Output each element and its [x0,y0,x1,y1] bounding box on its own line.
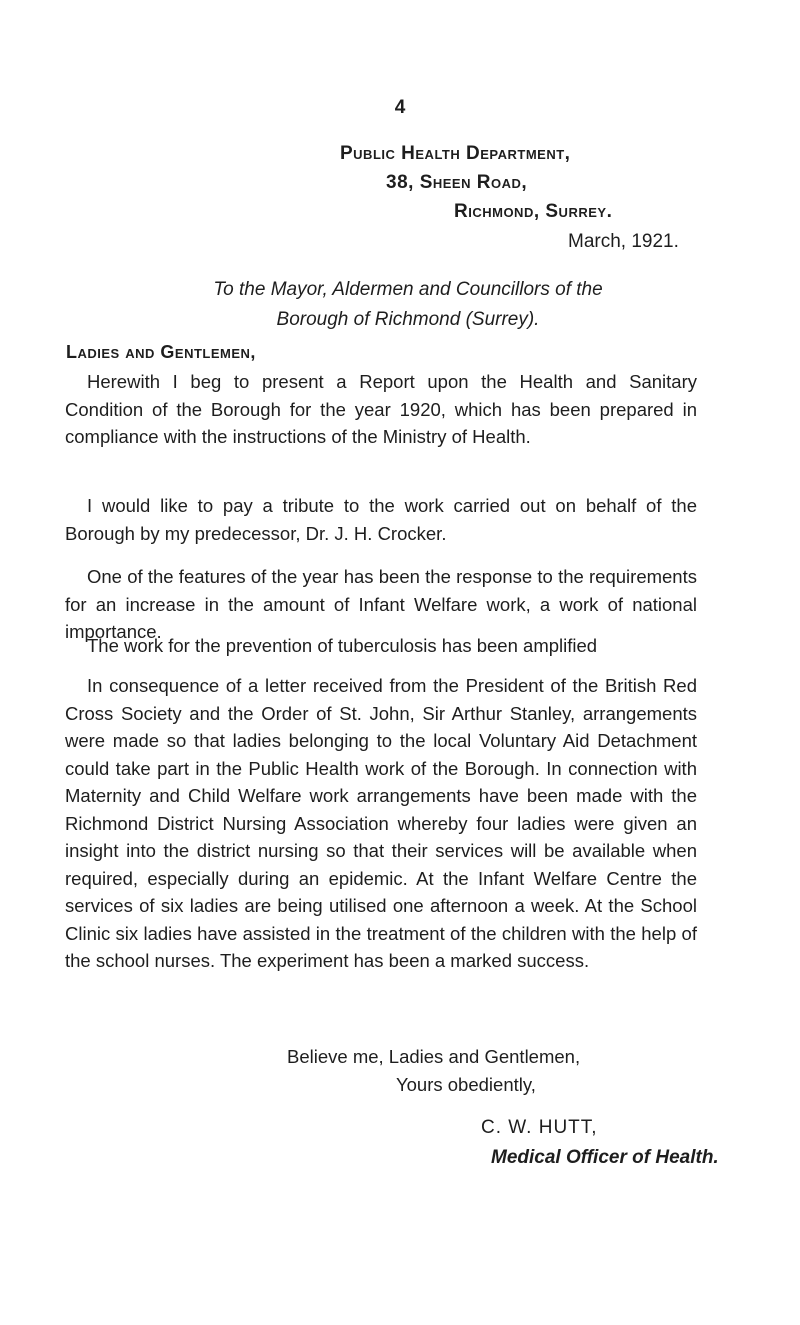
signature-name: C. W. HUTT, [481,1117,598,1138]
address-line-1: Public Health Department, [340,143,571,164]
paragraph-red-cross: In consequence of a letter received from the President of the British Red Cross Society and the Order of St. John, Sir Arthur Stanley, arrangements were made so that ladies belonging to the local Voluntary Aid Detachment could take part in the Public Health work of the Borough. In connection with Maternity and Child Welfare work arrangements have been made with the Richmond District Nursing Association whereby four ladies were given an insight into the district nursing so that their services will be available when required, especially during an epidemic. At the Infant Welfare Centre the services of six ladies are being utilised one afternoon a week. At the School Clinic six ladies have assisted in the treatment of the children with the help of the school nurses. The experiment has been a marked success. [65,675,697,971]
paragraph-tuberculosis: The work for the prevention of tuberculosis has been amplified [87,635,598,656]
paragraph-report-intro: Herewith I beg to present a Report upon the Health and Sanitary Condition of the Borough for the year 1920, which has been prepared in compliance with the instructions of the Ministry of Health. [65,371,697,447]
address-line-2: 38, Sheen Road, [386,172,528,193]
closing-line-2: Yours obediently, [396,1074,536,1095]
addressee-line-2: Borough of Richmond (Surrey). [276,309,540,330]
addressee-line-1: To the Mayor, Aldermen and Councillors of the [213,279,603,300]
signature-title: Medical Officer of Health. [491,1147,719,1168]
salutation: Ladies and Gentlemen, [66,342,256,362]
address-line-3: Richmond, Surrey. [454,201,613,222]
page-number: 4 [394,97,406,118]
paragraph-tribute: I would like to pay a tribute to the work carried out on behalf of the Borough by my predecessor, Dr. J. H. Crocker. [65,495,697,544]
letter-date: March, 1921. [568,231,679,252]
closing-line-1: Believe me, Ladies and Gentlemen, [287,1046,581,1067]
paragraph-infant-welfare: One of the features of the year has been the response to the requirements for an increase in the amount of Infant Welfare work, a work of national importance. [65,566,697,642]
